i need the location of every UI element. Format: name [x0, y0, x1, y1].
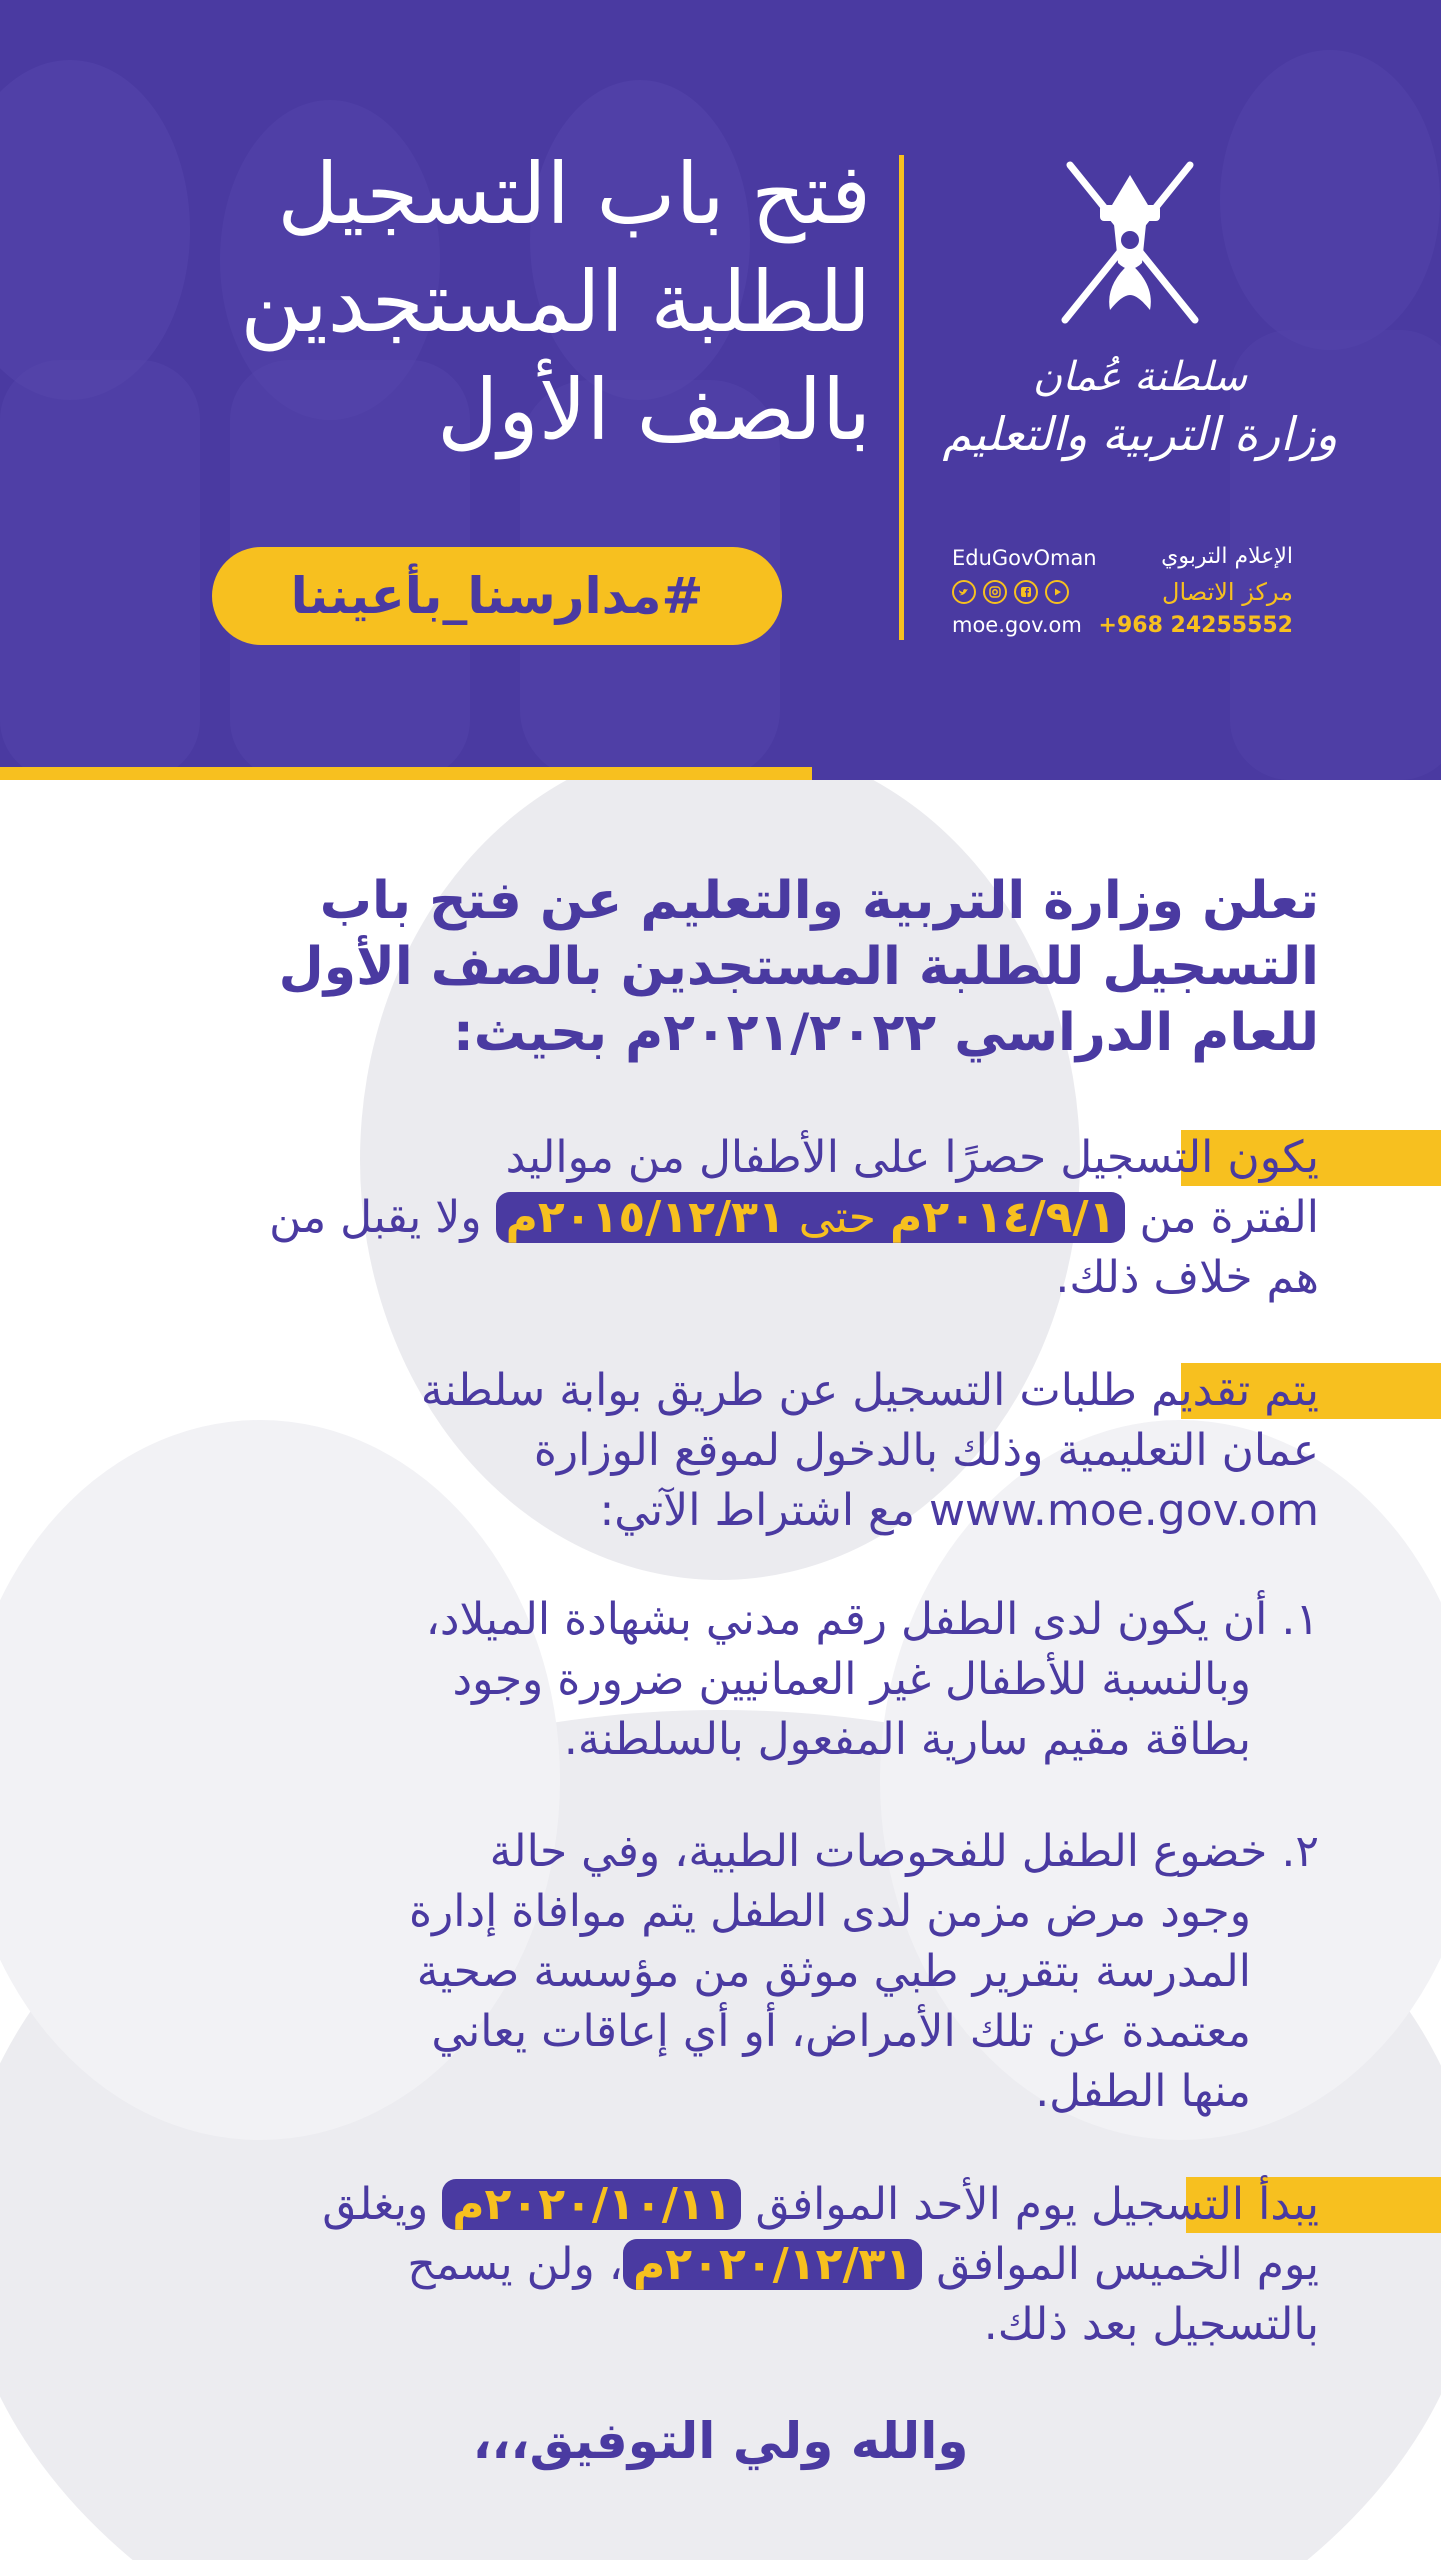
paragraph-line [119, 1361, 1319, 1421]
paragraph-text: التسجيل حصرًا على الأطفال من مواليد [505, 1132, 1228, 1183]
condition-text: أن يكون لدى الطفل رقم مدني بشهادة الميلاد، [425, 1594, 1268, 1645]
announcement-intro [119, 868, 1319, 1066]
closing-phrase: والله ولي التوفيق،،، [472, 2412, 969, 2470]
paragraph-text: يوم الخميس الموافق [922, 2239, 1319, 2290]
social-handle: EduGovOman [952, 546, 1097, 570]
condition-line: منها الطفل. [1035, 2066, 1251, 2117]
condition-number: ١. [1281, 1594, 1319, 1645]
phone-number: +968 24255552 [1098, 613, 1293, 638]
youtube-icon [1045, 580, 1069, 604]
twitter-icon [952, 580, 976, 604]
intro-line: التسجيل للطلبة المستجدين بالصف الأول [278, 937, 1319, 997]
paragraph-text: ، ولن يسمح [407, 2239, 623, 2290]
hashtag-badge [212, 547, 782, 645]
paragraph-text: التسجيل يوم الأحد الموافق [741, 2179, 1259, 2230]
date-to-word: حتى [784, 1192, 890, 1243]
media-label: الإعلام التربوي [1161, 544, 1293, 569]
condition-line [119, 1822, 1319, 1882]
contact-info [1093, 540, 1293, 642]
header-divider [899, 155, 904, 640]
condition-text: خضوع الطفل للفحوصات الطبية، وفي حالة [489, 1826, 1268, 1877]
hashtag-text: #مدارسنا_بأعيننا [290, 567, 704, 625]
paragraph-line [119, 1481, 1319, 1541]
condition-line: المدرسة بتقرير طبي موثق من مؤسسة صحية [416, 1946, 1251, 1997]
start-date-badge: ٢٠٢٠/١٠/١١م [442, 2179, 741, 2230]
paragraph-text: مع اشتراط الآتي: [599, 1485, 930, 1536]
intro-line: للعام الدراسي ٢٠٢١/٢٠٢٢م بحيث: [452, 1003, 1319, 1063]
condition-line: وجود مرض مزمن لدى الطفل يتم موافاة إدارة [408, 1886, 1251, 1937]
condition-number: ٢. [1281, 1826, 1319, 1877]
facebook-icon [1014, 580, 1038, 604]
paragraph-line [119, 2175, 1319, 2235]
intro-line: تعلن وزارة التربية والتعليم عن فتح باب [319, 871, 1319, 931]
highlight-word: يكون [1227, 1132, 1319, 1183]
contact-center-label: مركز الاتصال [1162, 578, 1293, 606]
paragraph-line [119, 2235, 1319, 2295]
condition-line [119, 1590, 1319, 1650]
condition-item-2 [119, 1822, 1319, 2122]
registration-dates-paragraph [119, 2175, 1319, 2355]
ministry-logo-text [940, 350, 1340, 464]
application-paragraph [119, 1361, 1319, 1541]
social-icons [952, 580, 1112, 604]
paragraph-text: تقديم طلبات التسجيل عن طريق بوابة سلطنة [420, 1365, 1265, 1416]
paragraph-line [119, 1128, 1319, 1188]
header-title-line: فتح باب التسجيل [277, 145, 871, 243]
highlight-word: يبدأ [1258, 2179, 1319, 2230]
end-date-badge: ٢٠٢٠/١٢/٣١م [623, 2239, 922, 2290]
paragraph-line: بالتسجيل بعد ذلك. [983, 2299, 1319, 2350]
header-accent-bar [0, 767, 812, 780]
condition-line: بطاقة مقيم سارية المفعول بالسلطنة. [563, 1714, 1251, 1765]
paragraph-line: عمان التعليمية وذلك بالدخول لموقع الوزارة [533, 1425, 1319, 1476]
website-url: www.moe.gov.om [929, 1485, 1319, 1536]
header-title-line: بالصف الأول [437, 361, 871, 459]
eligibility-paragraph [119, 1128, 1319, 1308]
date-to: ٢٠١٥/١٢/٣١م [505, 1192, 785, 1243]
oman-khanjar-emblem-icon [1030, 145, 1230, 330]
header-title-line: للطلبة المستجدين [240, 253, 871, 351]
paragraph-text: ولا يقبل من [269, 1192, 496, 1243]
instagram-icon [983, 580, 1007, 604]
condition-line: وبالنسبة للأطفال غير العمانيين ضرورة وجود [452, 1654, 1251, 1705]
country-name: سلطنة عُمان [1032, 354, 1248, 400]
highlight-word: يتم [1264, 1365, 1319, 1416]
condition-line: معتمدة عن تلك الأمراض، أو أي إعاقات يعاني [431, 2006, 1251, 2057]
condition-item-1 [119, 1590, 1319, 1770]
header-title [71, 140, 871, 464]
ministry-name: وزارة التربية والتعليم [942, 407, 1338, 461]
paragraph-line [119, 1188, 1319, 1248]
date-from: ٢٠١٤/٩/١م [889, 1192, 1116, 1243]
header-banner [0, 0, 1441, 780]
website-text: moe.gov.om [952, 613, 1082, 637]
social-info [952, 542, 1112, 640]
paragraph-text: الفترة من [1125, 1192, 1319, 1243]
paragraph-text: ويغلق [322, 2179, 443, 2230]
paragraph-line: هم خلاف ذلك. [1055, 1252, 1319, 1303]
birth-date-range-badge [496, 1192, 1126, 1243]
